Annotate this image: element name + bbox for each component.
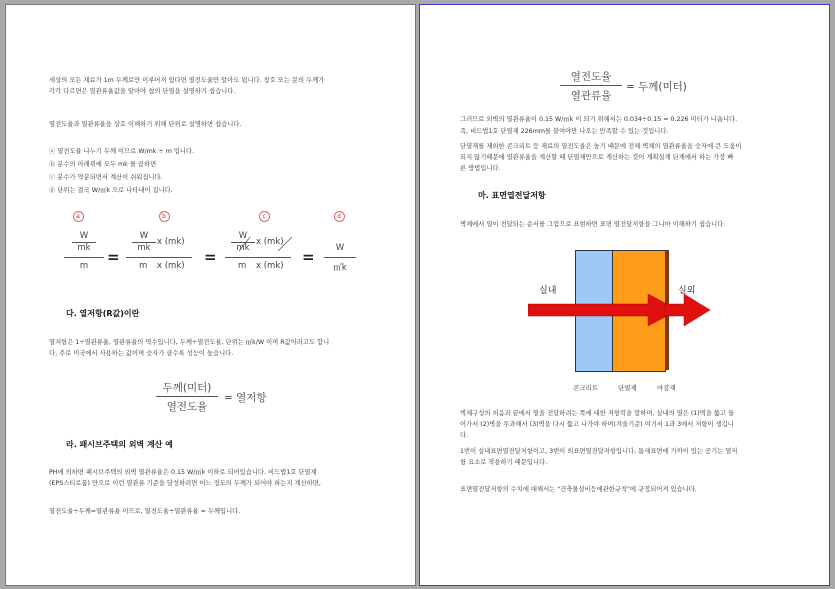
document-page-right (419, 4, 830, 586)
cancel-strike-icon (230, 231, 300, 271)
formula-c-num-bot: mk (236, 243, 250, 253)
formula-b-num-top: W (139, 231, 149, 241)
finish-caption: 마감재 (657, 384, 676, 392)
formula-c-den: m (238, 261, 247, 271)
formula-a-num-top: W (79, 231, 89, 241)
paragraph-line: 1번이 실내표면열전달저항이고, 3번이 외표면열전달저항입니다, 틈새표면에 가까이 있는 공기는 열저 (460, 448, 738, 455)
equals-sign: = (302, 248, 315, 266)
formula-b-den-mul: x (mk) (157, 261, 185, 271)
paragraph-line: 다, 주로 미국에서 사용하는 값이며 숫자가 클수록 성능이 높습니다. (49, 350, 234, 357)
paragraph-line: 세상의 모든 재료가 1m 두께로만 이루어져 있다면 열전도율만 알아도 됩니다. 창호 또는 문의 두께가 (49, 77, 325, 84)
paragraph-line: 각각 다르면은 열관류율값을 알아야 쉽의 단열을 설명하기 쉽습니다. (49, 88, 236, 95)
paragraph-line: 되지 않기때문에 열관류율을 계산할 때 단열재만으로 계산하는 것이 계획설계 단계에서 하는 가장 빠 (460, 154, 734, 161)
formula2-result: = 열저항 (224, 392, 267, 404)
formula-b-num-bot: mk (137, 243, 151, 253)
formula2-den: 열전도율 (166, 401, 208, 413)
formula-label-b: b (157, 211, 171, 222)
formula-label-a: a (71, 211, 85, 222)
fraction-bar (156, 396, 218, 397)
paragraph-line: 어가서 (2)벽을 투과해서 (3)벽을 다시 뚫고 나가야 하며(겨울기준) 여기서 1과 3에서 저항이 생깁니 (460, 421, 734, 428)
section-heading: 다. 열저항(R값)이란 (66, 309, 140, 318)
concrete-caption: 콘크리트 (573, 384, 599, 392)
heat-flow-outlet-arrow-icon (664, 290, 714, 330)
formula-a-num-bot: mk (77, 243, 91, 253)
paragraph: 벽체에서 열이 전달되는 순서를 그림으로 표현하면 표면 열전달저항을 그니마 이해하기 쉽습니다. (460, 221, 726, 228)
equals-sign: = (107, 248, 120, 266)
paragraph-line: 단열재를 제외한 콘크리트 등 재료의 열전도율은 높기 때문에 전체 벽체의 열관류율을 숫자에 큰 도움이 (460, 143, 742, 150)
fraction-bar (560, 85, 622, 86)
formula-label-d: d (332, 211, 346, 222)
formula-d-num: W (335, 243, 345, 253)
formula-c-den-mul: x (mk) (256, 261, 284, 271)
paragraph-line: 그러므로 외벽의 열관류율이 0.15 W/㎡k 이 되기 위해서는 0.034÷0.15 = 0.226 미터가 나옵니다. (460, 116, 738, 123)
equals-sign: = (204, 248, 217, 266)
formula3-den: 열관류율 (570, 90, 612, 102)
paragraph-line: 열저항은 1÷열관류율, 열관류율의 역수입니다, 두께÷열전도율, 단위는 ㎡k/W 이며 R값이라고도 합니 (49, 339, 330, 346)
bullet-item: ⓒ 분수가 약분되면서 계산이 쉬워집니다. (49, 174, 163, 181)
formula2-num: 두께(미터) (162, 382, 212, 394)
fraction-bar (126, 257, 192, 258)
paragraph-line: 항 요소로 작용하기 때문입니다. (460, 459, 548, 466)
paragraph-line: 벽체구성의 처음과 끝에서 열을 전달하려는 쪽에 대한 저항력을 말하며, 실내의 열은 (1)벽을 뚫고 들 (460, 410, 735, 417)
paragraph: 표면열전달저항의 수치에 대해서는 "건축물설비등에관한규칙"에 규정되어져 있습니다. (460, 486, 697, 493)
document-page-left (5, 4, 416, 586)
paragraph-line: PH에 의하면 패시브주택의 외벽 열관류율은 0.15 W/㎡k 이하로 되어있습니다. 비드법1호 단열재 (49, 469, 317, 476)
formula-c-num-mul: x (mk) (256, 237, 284, 247)
paragraph: 열전도율÷두께=열관류율 이므로, 열전도율÷열관류율 = 두께입니다. (49, 508, 241, 515)
formula-b-num-mul: x (mk) (157, 237, 185, 247)
section-heading: 마. 표면열전달저항 (478, 191, 546, 200)
formula3-result: = 두께(미터) (626, 81, 687, 93)
bullet-item: ⓓ 단위는 결국 W/㎡k 으로 나타내어 집니다. (49, 187, 173, 194)
paragraph-line: (EPS스티로폼) 만으로 이런 열관류 기준을 달성하려면 어느 정도의 두께가 되어야 하는지 계산하면, (49, 480, 321, 487)
inside-label: 실내 (539, 286, 557, 296)
formula3-num: 열전도율 (570, 71, 612, 83)
section-heading: 라. 패시브주택의 외벽 계산 예 (66, 440, 173, 449)
paragraph-line: 른 방법입니다. (460, 165, 501, 172)
formula-a-den: m (79, 261, 89, 271)
formula-d-den: ㎡k (333, 263, 347, 273)
formula-label-c: c (257, 211, 271, 222)
paragraph-line: 즉, 비드법1호 단열재 226mm를 붙여야만 나오는 만족할 수 있는 것입니다. (460, 128, 669, 135)
fraction-bar (324, 257, 356, 258)
formula-c-num-top: W (238, 231, 248, 241)
outside-label: 실외 (678, 286, 696, 296)
paragraph-line: 다. (460, 432, 469, 439)
paragraph: 열전도율과 열관류율을 상호 이해하기 위해 단위로 설명하면 쉽습니다. (49, 121, 242, 128)
bullet-item: ⓑ 분수의 아래위에 모두 mk 를 곱하면 (49, 161, 157, 168)
formula-b-den: m (139, 261, 148, 271)
bullet-item: ⓐ 열전도율 나누기 두께 이므로 W/mk ÷ m 입니다. (49, 148, 195, 155)
insulation-caption: 단열재 (618, 384, 637, 392)
fraction-bar (64, 257, 104, 258)
